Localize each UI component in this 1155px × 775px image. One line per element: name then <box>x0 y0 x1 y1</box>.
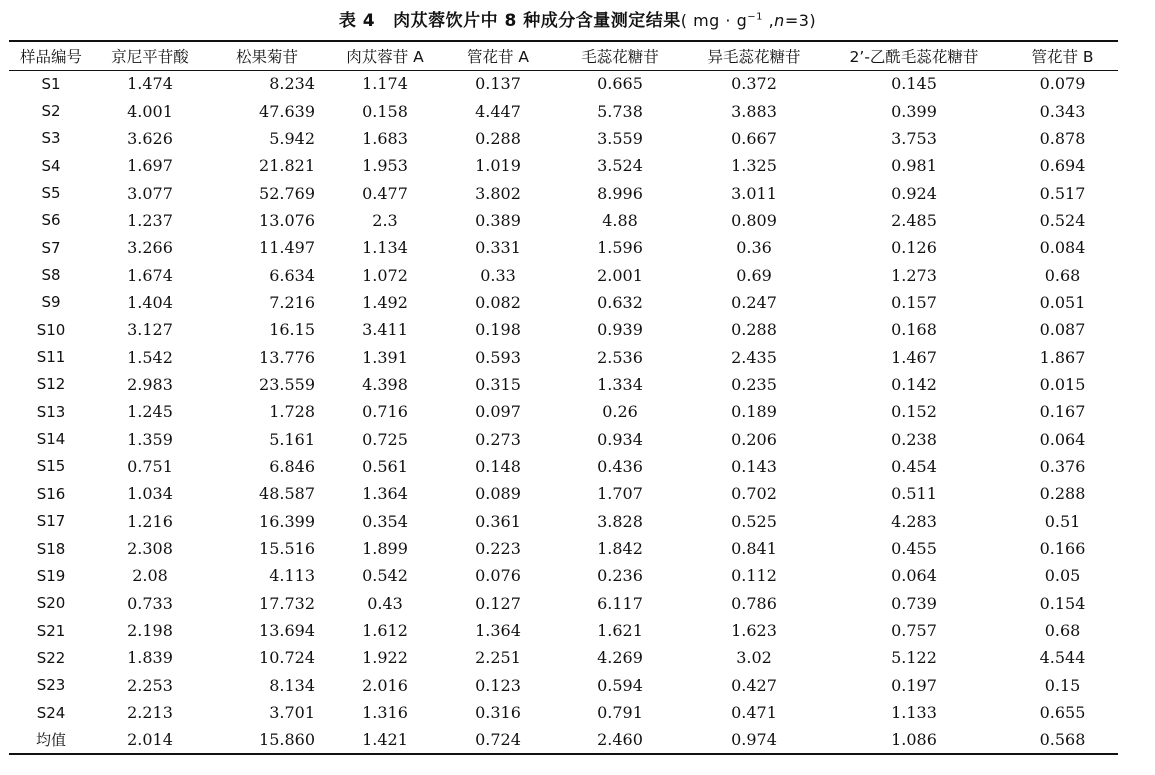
acetyl-verbascoside-cell: 5.122 <box>891 648 937 668</box>
sample-id-cell: S12 <box>36 375 66 394</box>
isoverbascoside-cell: 0.69 <box>736 265 772 285</box>
geniposidic-acid-cell: 3.127 <box>127 320 173 340</box>
acetyl-verbascoside-cell: 1.133 <box>891 703 937 723</box>
isoverbascoside-cell: 0.841 <box>731 539 777 559</box>
acetyl-verbascoside-cell: 0.757 <box>891 621 937 641</box>
acetyl-verbascoside-cell: 0.454 <box>891 456 937 476</box>
geniposidic-acid-cell: 1.216 <box>127 511 173 531</box>
isoverbascoside-cell: 2.435 <box>731 347 777 367</box>
cistanoside-a-cell: 0.158 <box>362 101 408 121</box>
verbascoside-cell: 4.269 <box>597 648 643 668</box>
table-caption <box>0 6 1155 31</box>
geniposidic-acid-cell: 1.404 <box>127 292 173 312</box>
acetyl-verbascoside-cell: 0.142 <box>891 374 937 394</box>
table-row <box>9 234 1118 261</box>
tubuloside-a-cell: 0.082 <box>475 292 521 312</box>
table-row <box>9 699 1118 726</box>
sample-id-cell: S14 <box>36 430 66 449</box>
acetyl-verbascoside-cell: 2.485 <box>891 210 937 230</box>
acetyl-verbascoside-cell: 0.238 <box>891 429 937 449</box>
sample-id-cell: S6 <box>41 211 61 230</box>
echinacoside-cell: 21.821 <box>259 156 315 176</box>
isoverbascoside-cell: 0.189 <box>731 402 777 422</box>
header-tubuloside-a: 管花苷 A <box>443 41 553 70</box>
geniposidic-acid-cell: 2.253 <box>127 675 173 695</box>
geniposidic-acid-cell: 2.08 <box>132 566 168 586</box>
echinacoside-cell: 52.769 <box>259 183 315 203</box>
geniposidic-acid-cell: 1.237 <box>127 210 173 230</box>
cistanoside-a-cell: 4.398 <box>362 374 408 394</box>
echinacoside-cell: 11.497 <box>259 238 315 258</box>
cistanoside-a-cell: 1.492 <box>362 292 408 312</box>
verbascoside-cell: 4.88 <box>602 210 638 230</box>
table-row <box>9 261 1118 288</box>
tubuloside-a-cell: 0.288 <box>475 128 521 148</box>
table-row <box>9 535 1118 562</box>
table-row <box>9 316 1118 343</box>
isoverbascoside-cell: 3.883 <box>731 101 777 121</box>
header-geniposidic-acid: 京尼平苷酸 <box>93 41 207 70</box>
tubuloside-a-cell: 0.089 <box>475 484 521 504</box>
tubuloside-b-cell: 0.343 <box>1039 101 1086 121</box>
table-row <box>9 644 1118 671</box>
echinacoside-cell: 8.234 <box>269 74 315 94</box>
tubuloside-a-cell: 4.447 <box>475 101 521 121</box>
tubuloside-b-cell: 0.51 <box>1044 511 1081 531</box>
tubuloside-b-cell: 0.694 <box>1039 156 1086 176</box>
geniposidic-acid-cell: 2.213 <box>127 703 173 723</box>
verbascoside-cell: 3.559 <box>597 128 643 148</box>
cistanoside-a-cell: 1.922 <box>362 648 408 668</box>
geniposidic-acid-cell: 1.474 <box>127 74 173 94</box>
isoverbascoside-cell: 0.427 <box>731 675 777 695</box>
isoverbascoside-cell: 3.011 <box>731 183 777 203</box>
cistanoside-a-cell: 0.43 <box>367 593 403 613</box>
verbascoside-cell: 1.621 <box>597 621 643 641</box>
content-table <box>9 40 1118 755</box>
tubuloside-b-cell: 0.524 <box>1039 210 1086 230</box>
sample-id-cell: S2 <box>41 102 61 121</box>
header-acetyl-verbascoside: 2’-乙酰毛蕊花糖苷 <box>821 41 1007 70</box>
header-sample-id: 样品编号 <box>9 41 93 70</box>
geniposidic-acid-cell: 4.001 <box>127 101 173 121</box>
isoverbascoside-cell: 0.247 <box>731 292 777 312</box>
echinacoside-cell: 16.15 <box>269 320 315 340</box>
table-row <box>9 371 1118 398</box>
table-row-mean <box>9 726 1118 753</box>
verbascoside-cell: 3.828 <box>597 511 643 531</box>
table-row <box>9 453 1118 480</box>
table-row <box>9 398 1118 425</box>
sample-id-cell: S16 <box>36 484 66 503</box>
isoverbascoside-cell: 0.112 <box>731 566 777 586</box>
geniposidic-acid-cell: 1.245 <box>127 402 173 422</box>
tubuloside-a-cell: 0.123 <box>475 675 521 695</box>
table-row <box>9 425 1118 452</box>
tubuloside-b-cell: 0.878 <box>1039 128 1086 148</box>
geniposidic-acid-cell: 2.308 <box>127 539 173 559</box>
tubuloside-a-cell: 0.127 <box>475 593 521 613</box>
tubuloside-a-cell: 3.802 <box>475 183 521 203</box>
acetyl-verbascoside-cell: 3.753 <box>891 128 937 148</box>
header-isoverbascoside: 异毛蕊花糖苷 <box>687 41 821 70</box>
tubuloside-b-cell: 0.68 <box>1044 265 1081 285</box>
table-row <box>9 343 1118 370</box>
isoverbascoside-cell: 0.974 <box>687 726 821 753</box>
geniposidic-acid-cell: 1.674 <box>127 265 173 285</box>
sample-id-cell: S10 <box>36 320 66 339</box>
echinacoside-cell: 5.161 <box>269 429 315 449</box>
table-unit <box>681 11 816 30</box>
tubuloside-a-cell: 1.019 <box>475 156 521 176</box>
sample-id-cell: S7 <box>41 238 61 257</box>
echinacoside-cell: 15.516 <box>259 539 315 559</box>
echinacoside-cell: 48.587 <box>259 484 315 504</box>
echinacoside-cell: 13.694 <box>259 621 315 641</box>
verbascoside-cell: 2.460 <box>553 726 687 753</box>
tubuloside-a-cell: 0.273 <box>475 429 521 449</box>
geniposidic-acid-cell: 0.751 <box>127 456 173 476</box>
tubuloside-a-cell: 0.315 <box>475 374 521 394</box>
echinacoside-cell: 23.559 <box>259 374 315 394</box>
geniposidic-acid-cell: 0.733 <box>127 593 173 613</box>
echinacoside-cell: 6.846 <box>269 456 315 476</box>
sample-id-cell: S9 <box>41 293 61 312</box>
tubuloside-b-cell: 0.68 <box>1044 621 1081 641</box>
sample-id-cell: S5 <box>41 184 61 203</box>
isoverbascoside-cell: 0.786 <box>731 593 777 613</box>
verbascoside-cell: 0.939 <box>597 320 643 340</box>
sample-id-cell: S19 <box>36 566 66 585</box>
isoverbascoside-cell: 0.372 <box>731 74 777 94</box>
table-number: 表 4 <box>338 11 376 31</box>
table-title: 肉苁蓉饮片中 8 种成分含量测定结果 <box>393 11 681 31</box>
tubuloside-a-cell: 0.331 <box>475 238 521 258</box>
geniposidic-acid-cell: 3.266 <box>127 238 173 258</box>
tubuloside-a-cell: 0.593 <box>475 347 521 367</box>
tubuloside-b-cell: 0.167 <box>1039 402 1086 422</box>
cistanoside-a-cell: 1.072 <box>362 265 408 285</box>
isoverbascoside-cell: 3.02 <box>736 648 772 668</box>
geniposidic-acid-cell: 3.626 <box>127 128 173 148</box>
verbascoside-cell: 0.665 <box>597 74 643 94</box>
verbascoside-cell: 0.632 <box>597 292 643 312</box>
table-row <box>9 289 1118 316</box>
isoverbascoside-cell: 1.325 <box>731 156 777 176</box>
tubuloside-b-cell: 0.15 <box>1044 675 1081 695</box>
geniposidic-acid-cell: 1.697 <box>127 156 173 176</box>
verbascoside-cell: 1.842 <box>597 539 643 559</box>
isoverbascoside-cell: 0.471 <box>731 703 777 723</box>
geniposidic-acid-cell: 2.198 <box>127 621 173 641</box>
sample-id-cell: S21 <box>36 621 66 640</box>
cistanoside-a-cell: 1.364 <box>362 484 408 504</box>
geniposidic-acid-cell: 2.014 <box>93 726 207 753</box>
acetyl-verbascoside-cell: 0.981 <box>891 156 937 176</box>
cistanoside-a-cell: 1.683 <box>362 128 408 148</box>
sample-id-cell: 均值 <box>9 726 93 753</box>
tubuloside-a-cell: 2.251 <box>475 648 521 668</box>
isoverbascoside-cell: 0.667 <box>731 128 777 148</box>
tubuloside-b-cell: 0.015 <box>1039 374 1086 394</box>
unit-prefix: ( mg · g <box>680 11 748 30</box>
sample-id-cell: S4 <box>41 156 61 175</box>
verbascoside-cell: 0.594 <box>597 675 643 695</box>
table-row <box>9 97 1118 124</box>
isoverbascoside-cell: 0.36 <box>736 238 772 258</box>
tubuloside-b-cell: 0.655 <box>1039 703 1086 723</box>
tubuloside-a-cell: 0.316 <box>475 703 521 723</box>
tubuloside-a-cell: 1.364 <box>475 621 521 641</box>
echinacoside-cell: 13.776 <box>259 347 315 367</box>
acetyl-verbascoside-cell: 0.511 <box>891 484 937 504</box>
echinacoside-cell: 6.634 <box>269 265 315 285</box>
sample-id-cell: S18 <box>36 539 66 558</box>
acetyl-verbascoside-cell: 0.924 <box>891 183 937 203</box>
echinacoside-cell: 10.724 <box>259 648 315 668</box>
verbascoside-cell: 1.334 <box>597 374 643 394</box>
verbascoside-cell: 1.707 <box>597 484 643 504</box>
cistanoside-a-cell: 1.953 <box>362 156 408 176</box>
n-prefix: , <box>763 11 775 30</box>
verbascoside-cell: 1.596 <box>597 238 643 258</box>
verbascoside-cell: 2.536 <box>597 347 643 367</box>
tubuloside-b-cell: 0.288 <box>1039 484 1086 504</box>
table-row <box>9 590 1118 617</box>
verbascoside-cell: 8.996 <box>597 183 643 203</box>
sample-id-cell: S22 <box>36 648 66 667</box>
cistanoside-a-cell: 2.3 <box>372 210 398 230</box>
acetyl-verbascoside-cell: 0.152 <box>891 402 937 422</box>
tubuloside-b-cell: 0.517 <box>1039 183 1086 203</box>
unit-exponent: −1 <box>747 11 763 23</box>
tubuloside-b-cell: 0.079 <box>1039 74 1086 94</box>
tubuloside-b-cell: 0.376 <box>1039 456 1086 476</box>
sample-id-cell: S13 <box>36 402 66 421</box>
sample-id-cell: S1 <box>41 74 61 93</box>
isoverbascoside-cell: 0.143 <box>731 456 777 476</box>
sample-id-cell: S3 <box>41 129 61 148</box>
cistanoside-a-cell: 1.391 <box>362 347 408 367</box>
cistanoside-a-cell: 1.421 <box>327 726 443 753</box>
cistanoside-a-cell: 0.725 <box>362 429 408 449</box>
table-row <box>9 480 1118 507</box>
tubuloside-b-cell: 0.154 <box>1039 593 1086 613</box>
geniposidic-acid-cell: 1.839 <box>127 648 173 668</box>
tubuloside-b-cell: 0.05 <box>1044 566 1081 586</box>
geniposidic-acid-cell: 1.542 <box>127 347 173 367</box>
acetyl-verbascoside-cell: 4.283 <box>891 511 937 531</box>
acetyl-verbascoside-cell: 0.455 <box>891 539 937 559</box>
table-row <box>9 125 1118 152</box>
n-value: =3) <box>784 11 817 30</box>
tubuloside-b-cell: 0.064 <box>1039 429 1086 449</box>
isoverbascoside-cell: 0.525 <box>731 511 777 531</box>
verbascoside-cell: 3.524 <box>597 156 643 176</box>
header-cistanoside-a: 肉苁蓉苷 A <box>327 41 443 70</box>
table-row <box>9 179 1118 206</box>
cistanoside-a-cell: 1.899 <box>362 539 408 559</box>
tubuloside-a-cell: 0.198 <box>475 320 521 340</box>
header-echinacoside: 松果菊苷 <box>207 41 327 70</box>
acetyl-verbascoside-cell: 0.168 <box>891 320 937 340</box>
sample-id-cell: S23 <box>36 676 66 695</box>
verbascoside-cell: 0.791 <box>597 703 643 723</box>
tubuloside-b-cell: 0.084 <box>1039 238 1086 258</box>
table-row <box>9 207 1118 234</box>
tubuloside-a-cell: 0.33 <box>480 265 516 285</box>
isoverbascoside-cell: 0.206 <box>731 429 777 449</box>
header-row <box>9 41 1118 70</box>
acetyl-verbascoside-cell: 0.739 <box>891 593 937 613</box>
cistanoside-a-cell: 1.174 <box>362 74 408 94</box>
tubuloside-b-cell: 0.087 <box>1039 320 1086 340</box>
cistanoside-a-cell: 1.134 <box>362 238 408 258</box>
verbascoside-cell: 0.436 <box>597 456 643 476</box>
sample-id-cell: S15 <box>36 457 66 476</box>
cistanoside-a-cell: 0.354 <box>362 511 408 531</box>
tubuloside-a-cell: 0.361 <box>475 511 521 531</box>
cistanoside-a-cell: 3.411 <box>362 320 408 340</box>
tubuloside-a-cell: 0.223 <box>475 539 521 559</box>
geniposidic-acid-cell: 2.983 <box>127 374 173 394</box>
tubuloside-b-cell: 0.568 <box>1007 726 1118 753</box>
echinacoside-cell: 15.860 <box>207 726 327 753</box>
n-label: n <box>774 11 785 30</box>
acetyl-verbascoside-cell: 0.197 <box>891 675 937 695</box>
verbascoside-cell: 0.934 <box>597 429 643 449</box>
table-body <box>9 70 1118 754</box>
cistanoside-a-cell: 2.016 <box>362 675 408 695</box>
cistanoside-a-cell: 1.612 <box>362 621 408 641</box>
tubuloside-b-cell: 1.867 <box>1039 347 1086 367</box>
table-row <box>9 562 1118 589</box>
isoverbascoside-cell: 0.235 <box>731 374 777 394</box>
tubuloside-a-cell: 0.724 <box>443 726 553 753</box>
verbascoside-cell: 6.117 <box>597 593 643 613</box>
geniposidic-acid-cell: 3.077 <box>127 183 173 203</box>
echinacoside-cell: 8.134 <box>269 675 315 695</box>
echinacoside-cell: 1.728 <box>269 402 315 422</box>
sample-id-cell: S17 <box>36 512 66 531</box>
sample-id-cell: S11 <box>36 348 66 367</box>
tubuloside-b-cell: 4.544 <box>1039 648 1086 668</box>
cistanoside-a-cell: 0.561 <box>362 456 408 476</box>
sample-id-cell: S24 <box>36 703 66 722</box>
tubuloside-a-cell: 0.137 <box>475 74 521 94</box>
table-row <box>9 617 1118 644</box>
tubuloside-a-cell: 0.148 <box>475 456 521 476</box>
echinacoside-cell: 16.399 <box>259 511 315 531</box>
verbascoside-cell: 0.236 <box>597 566 643 586</box>
isoverbascoside-cell: 0.288 <box>731 320 777 340</box>
verbascoside-cell: 0.26 <box>602 402 638 422</box>
table-row <box>9 70 1118 97</box>
sample-id-cell: S20 <box>36 594 66 613</box>
echinacoside-cell: 5.942 <box>269 128 315 148</box>
cistanoside-a-cell: 0.716 <box>362 402 408 422</box>
cistanoside-a-cell: 0.542 <box>362 566 408 586</box>
verbascoside-cell: 2.001 <box>597 265 643 285</box>
acetyl-verbascoside-cell: 1.273 <box>891 265 937 285</box>
verbascoside-cell: 5.738 <box>597 101 643 121</box>
acetyl-verbascoside-cell: 1.467 <box>891 347 937 367</box>
acetyl-verbascoside-cell: 0.399 <box>891 101 937 121</box>
cistanoside-a-cell: 0.477 <box>362 183 408 203</box>
geniposidic-acid-cell: 1.034 <box>127 484 173 504</box>
acetyl-verbascoside-cell: 0.157 <box>891 292 937 312</box>
tubuloside-b-cell: 0.166 <box>1039 539 1086 559</box>
tubuloside-a-cell: 0.389 <box>475 210 521 230</box>
tubuloside-b-cell: 0.051 <box>1039 292 1086 312</box>
table-row <box>9 152 1118 179</box>
acetyl-verbascoside-cell: 1.086 <box>821 726 1007 753</box>
acetyl-verbascoside-cell: 0.126 <box>891 238 937 258</box>
acetyl-verbascoside-cell: 0.145 <box>891 74 937 94</box>
sample-id-cell: S8 <box>41 266 61 285</box>
tubuloside-a-cell: 0.097 <box>475 402 521 422</box>
echinacoside-cell: 3.701 <box>269 703 315 723</box>
header-tubuloside-b: 管花苷 B <box>1007 41 1118 70</box>
acetyl-verbascoside-cell: 0.064 <box>891 566 937 586</box>
table-row <box>9 672 1118 699</box>
isoverbascoside-cell: 1.623 <box>731 621 777 641</box>
echinacoside-cell: 4.113 <box>269 566 315 586</box>
geniposidic-acid-cell: 1.359 <box>127 429 173 449</box>
echinacoside-cell: 7.216 <box>269 292 315 312</box>
header-verbascoside: 毛蕊花糖苷 <box>553 41 687 70</box>
isoverbascoside-cell: 0.702 <box>731 484 777 504</box>
echinacoside-cell: 47.639 <box>259 101 315 121</box>
echinacoside-cell: 17.732 <box>259 593 315 613</box>
tubuloside-a-cell: 0.076 <box>475 566 521 586</box>
isoverbascoside-cell: 0.809 <box>731 210 777 230</box>
echinacoside-cell: 13.076 <box>259 210 315 230</box>
table-row <box>9 508 1118 535</box>
cistanoside-a-cell: 1.316 <box>362 703 408 723</box>
